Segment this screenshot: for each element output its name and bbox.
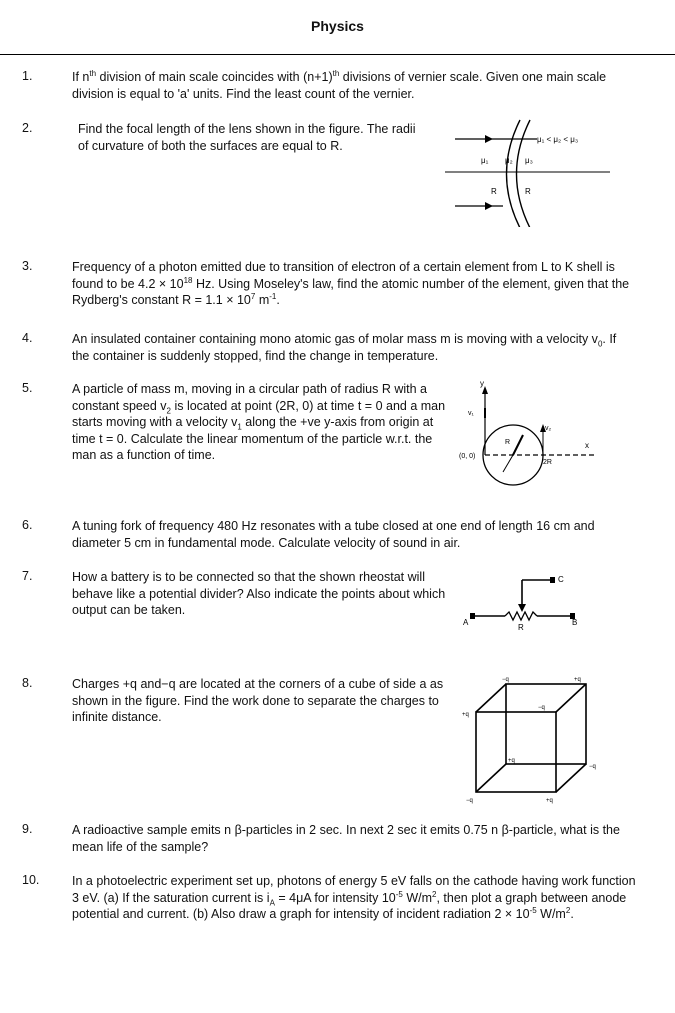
question-text: Find the focal length of the lens shown in the figure. The radii of curvature of both the surfaces are equal to R. — [78, 122, 416, 153]
question-text: Charges +q and−q are located at the corners of a cube of side a as shown in the figure. Find the work done to separate the charges to infinite distance. — [72, 677, 444, 724]
svg-text:C: C — [558, 575, 564, 584]
question-number: 1. — [22, 69, 33, 83]
svg-text:μ₁ < μ₂ < μ₃: μ₁ < μ₂ < μ₃ — [537, 135, 579, 144]
question-number: 6. — [22, 518, 33, 532]
circle-figure — [455, 380, 603, 498]
svg-text:R: R — [525, 187, 531, 196]
question-number: 3. — [22, 259, 33, 273]
svg-text:+q: +q — [546, 798, 553, 804]
question-number: 2. — [22, 121, 33, 135]
question-text: A tuning fork of frequency 480 Hz resonates with a tube closed at one end of length 16 cm and diameter 5 cm in fundamental mode. Calculate velocity of sound in air. — [72, 519, 595, 550]
svg-text:x: x — [585, 441, 589, 450]
question-text: A particle of mass m, moving in a circular path of radius R with a constant speed $v_2$ is located at point (2R, 0) at time t = 0 and a man starts moving with a velocity $v_1$ along the +ve y-axis from origin at time t = 0. Calculate the linear momentum of the particle w.r.t. the man as a function of time. — [72, 382, 446, 462]
svg-text:−q: −q — [538, 705, 545, 711]
question-text: If $n^{th}$ division of main scale coincides with $(n+1)^{th}$ divisions of vernier scale. Given one main scale division is equal to 'a' units. Find the least count of the vernier. — [72, 68, 607, 101]
question-number: 7. — [22, 569, 33, 583]
svg-text:μ₁: μ₁ — [481, 156, 489, 165]
svg-text:y: y — [480, 380, 484, 388]
question-number: 8. — [22, 676, 33, 690]
question-number: 10. — [22, 873, 40, 887]
svg-text:μ₃: μ₃ — [525, 156, 533, 165]
question-text: An insulated container containing mono atomic gas of molar mass m is moving with a velocity $v_0$. If the container is suddenly stopped, find the change in temperature. — [72, 332, 617, 363]
svg-text:A: A — [463, 618, 469, 627]
svg-text:R: R — [491, 187, 497, 196]
rheostat-figure — [460, 568, 590, 633]
svg-text:(0, 0): (0, 0) — [459, 453, 476, 460]
cube-figure — [458, 672, 598, 807]
svg-text:B: B — [572, 618, 578, 627]
question-text: In a photoelectric experiment set up, photons of energy 5 eV falls on the cathode having work function 3 eV. (a) If the saturation current is $i_A = 4\mu A$ for intensity $10^{-5}$ $W/m^2$, then plot a graph between anode potential and current. (b) Also draw a graph for intensity of incident radiation $2 \times 10^{-5}$ $W/m^2$. — [72, 874, 636, 921]
svg-text:v₂: v₂ — [545, 425, 552, 432]
svg-text:R: R — [518, 623, 524, 632]
question-number: 5. — [22, 381, 33, 395]
svg-text:+q: +q — [508, 758, 515, 764]
svg-text:R: R — [505, 439, 511, 446]
question-text: A radioactive sample emits n β-particles in 2 sec. In next 2 sec it emits 0.75 n β-particle, what is the mean life of the sample? — [72, 823, 620, 854]
svg-text:+q: +q — [574, 677, 581, 683]
question-text: Frequency of a photon emitted due to transition of electron of a certain element from L to K shell is found to be $4.2 \times 10^{18}$ Hz. Using Moseley's law, find the atomic number of the element, given that the Rydberg's constant $R = 1.1 \times 10^7$ $m^{-1}$. — [72, 260, 630, 307]
svg-text:+q: +q — [462, 712, 469, 718]
lens-figure — [445, 112, 615, 227]
svg-text:−q: −q — [502, 677, 509, 683]
svg-text:2R: 2R — [543, 459, 552, 466]
page-title: Physics — [311, 18, 364, 34]
svg-text:μ₂: μ₂ — [505, 156, 513, 165]
svg-text:−q: −q — [589, 764, 596, 770]
svg-text:v₁: v₁ — [468, 410, 474, 417]
header-divider — [0, 54, 675, 55]
svg-text:−q: −q — [466, 798, 473, 804]
question-number: 9. — [22, 822, 33, 836]
question-number: 4. — [22, 331, 33, 345]
question-text: How a battery is to be connected so that the shown rheostat will behave like a potential divider? Also indicate the points about which output can be taken. — [72, 570, 446, 617]
